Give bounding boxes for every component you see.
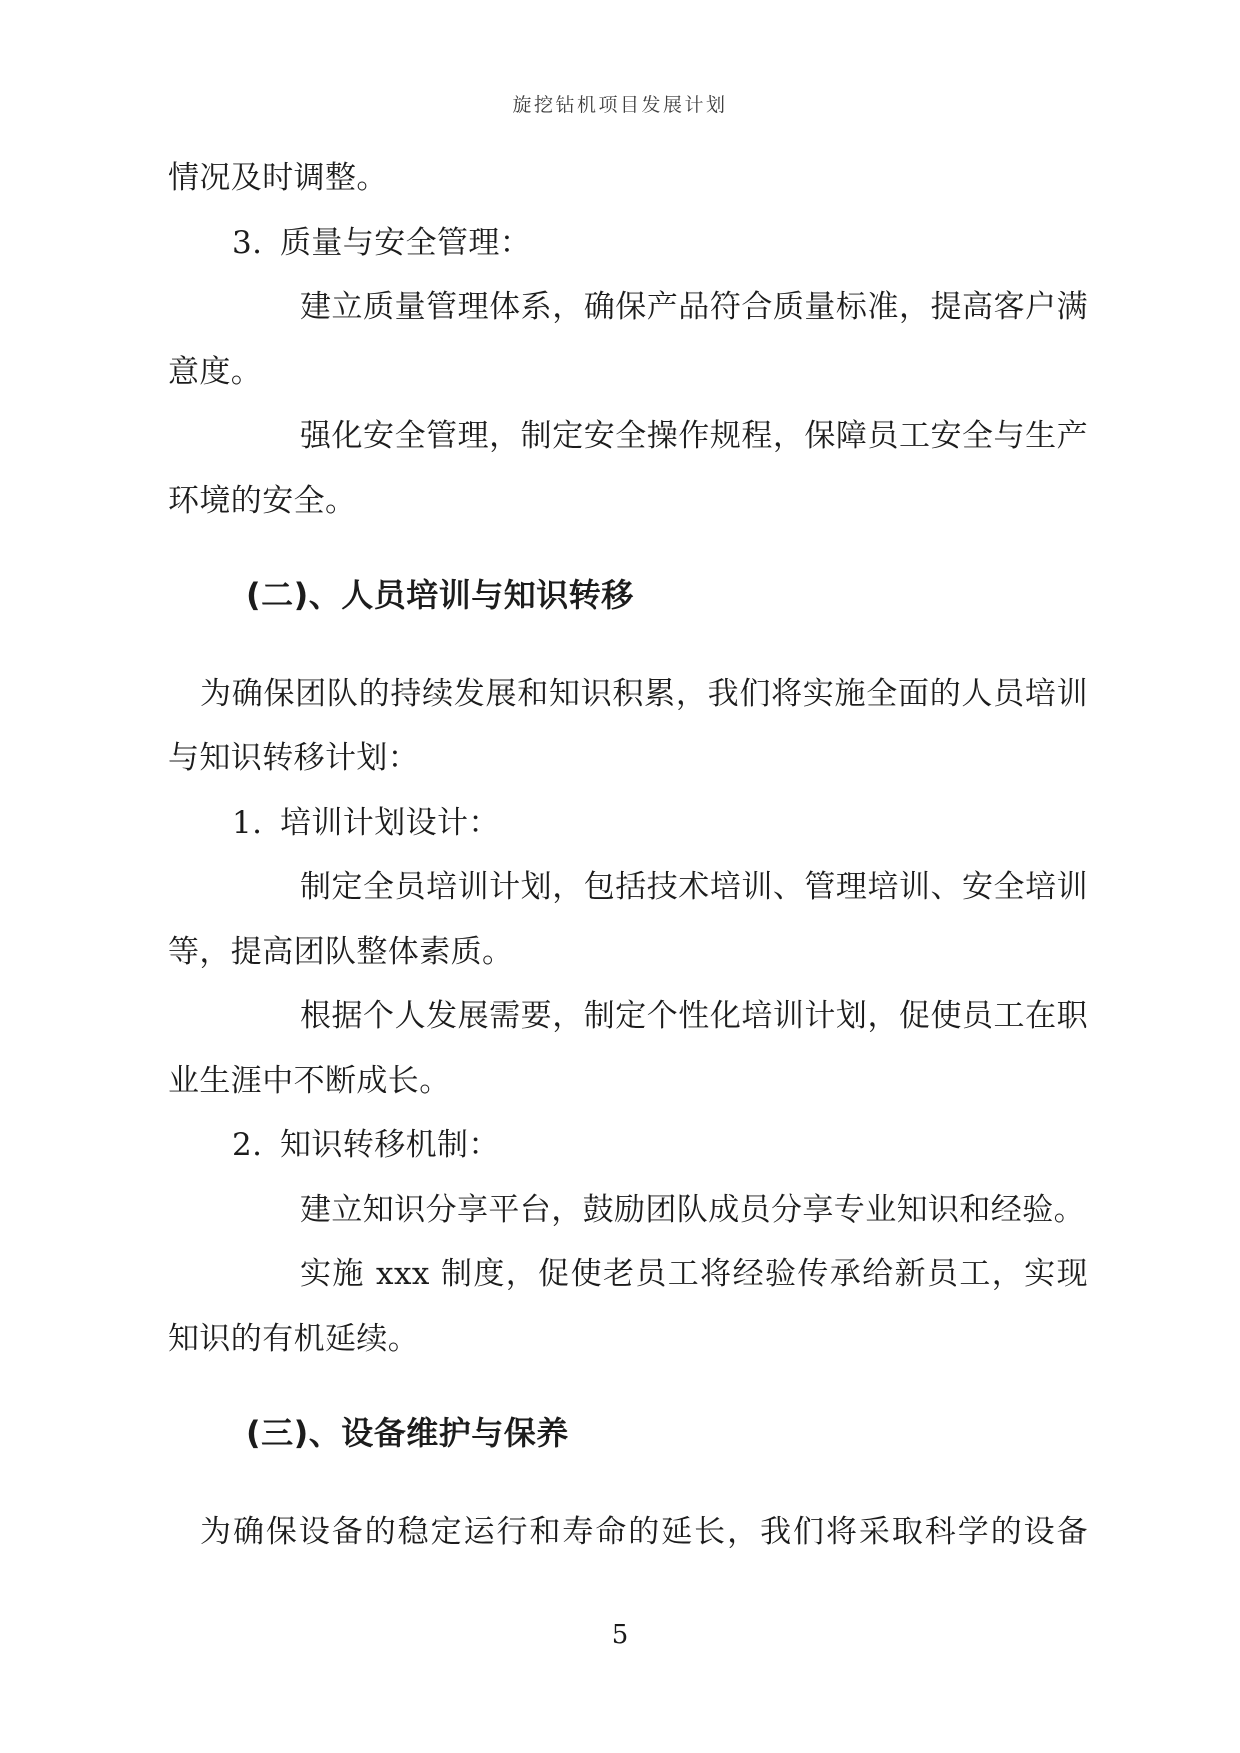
- list-item-number: 1.: [232, 804, 263, 841]
- list-item-label: 知识转移机制：: [280, 1127, 500, 1163]
- document-body: [168, 146, 1088, 1564]
- list-item-number: 3.: [232, 224, 263, 261]
- list-item: [168, 791, 1088, 856]
- document-header-title: 旋挖钻机项目发展计划: [512, 94, 728, 116]
- paragraph: 强化安全管理，制定安全操作规程，保障员工安全与生产环境的安全。: [168, 418, 1088, 519]
- paragraph: 实施 xxx 制度，促使老员工将经验传承给新员工，实现知识的有机延续。: [168, 1256, 1088, 1357]
- paragraph: 根据个人发展需要，制定个性化培训计划，促使员工在职业生涯中不断成长。: [168, 998, 1088, 1099]
- list-item-number: 2.: [232, 1127, 263, 1163]
- list-item-label: 质量与安全管理：: [280, 224, 532, 261]
- section-heading: (二)、人员培训与知识转移: [246, 576, 634, 614]
- list-item-label: 培训计划设计：: [280, 804, 500, 841]
- paragraph: 制定全员培训计划，包括技术培训、管理培训、安全培训等，提高团队整体素质。: [168, 869, 1088, 970]
- page-number: 5: [611, 1620, 629, 1650]
- paragraph: 建立知识分享平台，鼓励团队成员分享专业知识和经验。: [300, 1191, 1085, 1228]
- paragraph: 为确保设备的稳定运行和寿命的延长，我们将采取科学的设备: [200, 1513, 1088, 1550]
- section-heading: (三)、设备维护与保养: [246, 1414, 569, 1452]
- paragraph: 为确保团队的持续发展和知识积累，我们将实施全面的人员培训与知识转移计划：: [168, 675, 1088, 776]
- document-footer: [0, 1620, 1240, 1650]
- paragraph: 建立质量管理体系，确保产品符合质量标准，提高客户满意度。: [168, 289, 1088, 390]
- paragraph-continuation: 情况及时调整。: [168, 160, 388, 196]
- list-item: [168, 1113, 1088, 1178]
- list-item: [168, 211, 1088, 276]
- document-header: [0, 90, 1240, 117]
